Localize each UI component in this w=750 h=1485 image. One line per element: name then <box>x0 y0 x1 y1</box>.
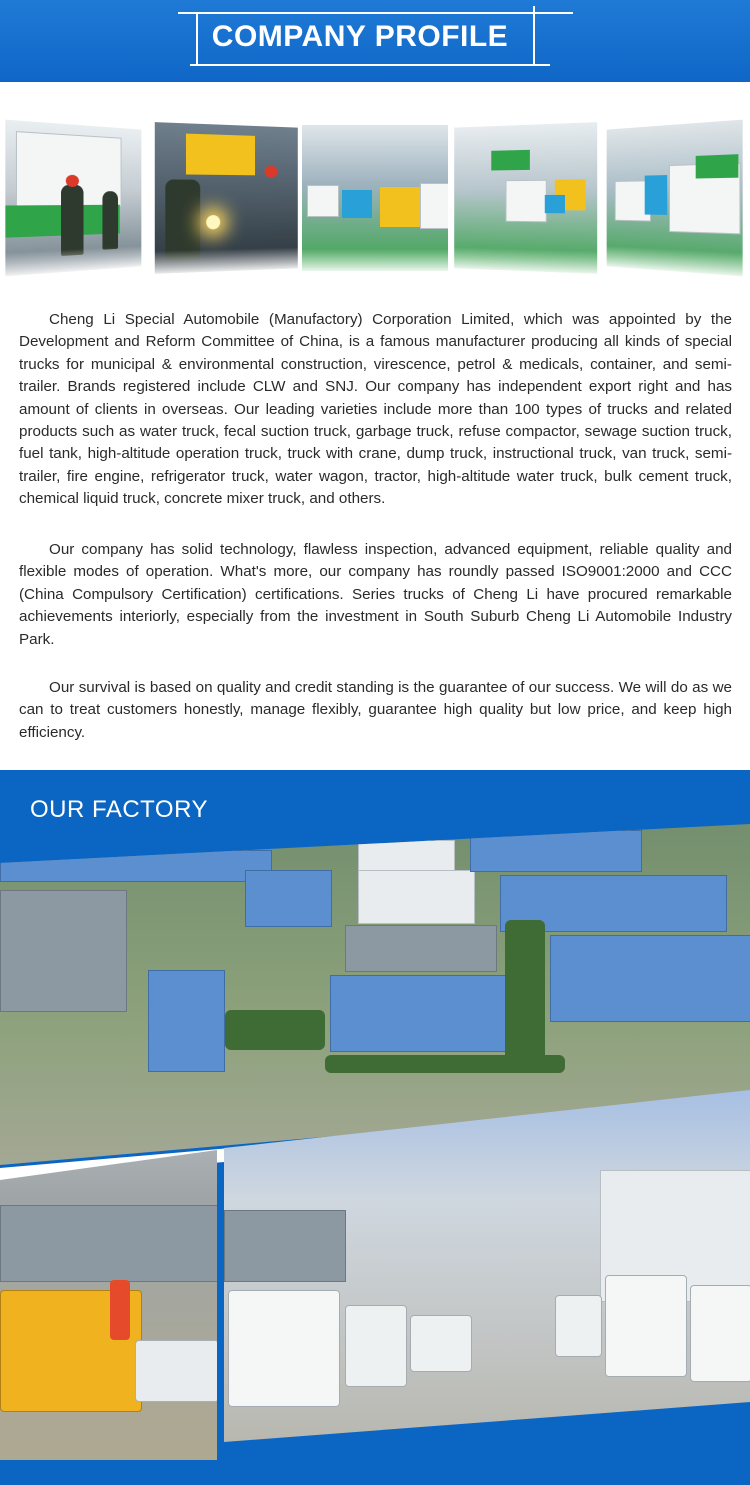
header-deco-line <box>190 64 550 66</box>
photo-welding-workshop <box>155 122 298 274</box>
factory-title: OUR FACTORY <box>30 796 208 823</box>
profile-paragraph: Our survival is based on quality and credit standing is the guarantee of our success. We will do as we can to treat customers honestly, manage flexibly, guarantee high quality but low price, and keep high efficiency. <box>19 679 732 741</box>
factory-section <box>0 770 750 1485</box>
header-deco-line <box>178 12 573 14</box>
photo-assembly-hall-vans <box>454 122 597 274</box>
profile-paragraph: Cheng Li Special Automobile (Manufactory) Corporation Limited, which was appointed by the Development and Reform Committee of China, is a famous manufacturer producing all kinds of special trucks for municipal & environmental construction, virescence, petrol & medicals, container, and semi-trailer. Brands registered include CLW and SNJ. Our company has independent export right and has amount of clients in overseas. Our leading varieties include more than 100 types of trucks and related products such as water truck, fecal suction truck, garbage truck, refuse compactor, sewage suction truck, fuel tank, high-altitude operation truck, truck with crane, dump truck, instructional truck, van truck, semi-trailer, fire engine, refrigerator truck, water wagon, tractor, high-altitude water truck, bulk cement truck, chemical liquid truck, concrete mixer truck, and others. <box>19 311 732 508</box>
photo-truck-showroom <box>607 120 743 277</box>
company-profile-header <box>0 0 750 82</box>
page-title: COMPANY PROFILE <box>211 20 509 53</box>
photo-strip <box>0 113 750 288</box>
profile-paragraph: Our company has solid technology, flawless inspection, advanced equipment, reliable quality and flexible modes of operation. What's more, our company has roundly passed ISO9001:2000 and CCC (China Compulsory Certification) certifications. Series trucks of Cheng Li have procured remarkable achievements interiorly, especially from the investment in South Suburb Cheng Li Automobile Industry Park. <box>19 541 732 648</box>
photo-assembly-hall-vehicles <box>302 125 448 271</box>
photo-workers-at-truck <box>5 120 141 277</box>
